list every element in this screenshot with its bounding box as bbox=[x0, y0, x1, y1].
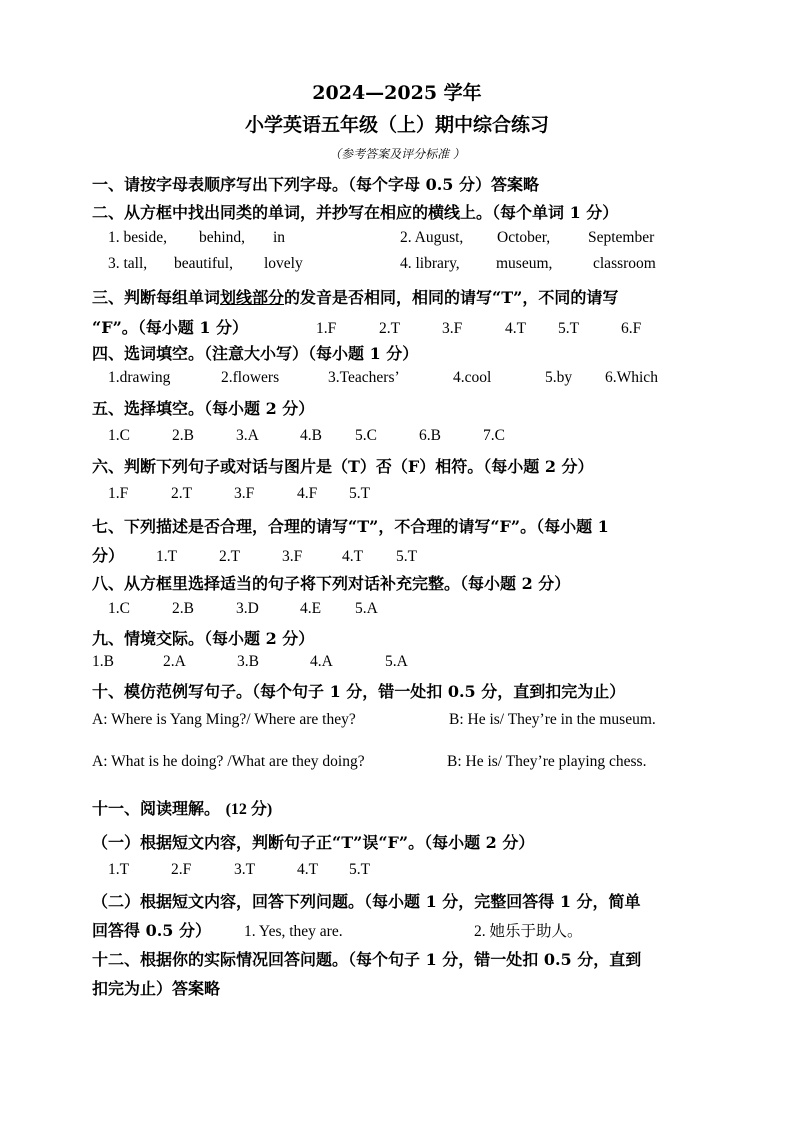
answer-word: 3. tall, bbox=[108, 255, 148, 272]
sentence-b: B: He is/ They’re playing chess. bbox=[447, 753, 647, 770]
section-11-points: (12 分) bbox=[225, 801, 273, 818]
school-year: 2024—2025 学年 bbox=[312, 82, 482, 104]
answer: 1.C bbox=[108, 427, 130, 444]
section-4-answers bbox=[108, 369, 658, 387]
section-11-heading bbox=[92, 796, 272, 819]
section-11-part-2-heading: （二）根据短文内容，回答下列问题。（每小题 1 分，完整回答得 1 分，简单 bbox=[92, 892, 641, 911]
answer: 1.drawing bbox=[108, 369, 171, 386]
section-2-row-1 bbox=[108, 229, 654, 247]
answer: 4.T bbox=[342, 548, 364, 565]
answer-word: beautiful, bbox=[174, 255, 233, 272]
answer-word: 2. August, bbox=[400, 229, 464, 246]
answer: 3.F bbox=[442, 320, 463, 337]
page-title: 小学英语五年级（上）期中综合练习 bbox=[244, 114, 549, 136]
answer: 2.T bbox=[379, 320, 401, 337]
answer: 3.B bbox=[237, 653, 259, 670]
answer: 4.cool bbox=[453, 369, 492, 386]
answer-word: museum, bbox=[496, 255, 553, 272]
answer: 6.B bbox=[419, 427, 441, 444]
answer: 1.T bbox=[156, 548, 178, 565]
section-6-heading: 六、判断下列句子或对话与图片是（T）否（F）相符。（每小题 2 分） bbox=[92, 457, 594, 476]
answer: 2.A bbox=[163, 653, 186, 670]
answer: 4.F bbox=[297, 485, 318, 502]
section-2-row-2 bbox=[108, 255, 656, 273]
section-10-line-2 bbox=[92, 753, 646, 771]
answer: 2.T bbox=[219, 548, 241, 565]
answer: 5.T bbox=[558, 320, 580, 337]
section-11-part-2-line-2 bbox=[92, 918, 583, 941]
sentence-a: A: Where is Yang Ming?/ Where are they? bbox=[92, 711, 356, 728]
answer: 3.F bbox=[234, 485, 255, 502]
answer: 2.B bbox=[172, 427, 194, 444]
answer: 4.T bbox=[505, 320, 527, 337]
section-5-heading: 五、选择填空。（每小题 2 分） bbox=[92, 399, 315, 418]
answer: 3.D bbox=[236, 600, 259, 617]
answer-word: classroom bbox=[593, 255, 656, 272]
underlined-part: 划线部分 bbox=[220, 288, 285, 307]
answer: 6.F bbox=[621, 320, 642, 337]
section-11-part-1-answers bbox=[108, 861, 370, 879]
section-8-answers bbox=[108, 600, 378, 618]
answer: 5.by bbox=[545, 369, 573, 386]
section-11-text-a: 十一、阅读理解。 bbox=[92, 799, 221, 818]
answer: 7.C bbox=[483, 427, 505, 444]
section-9-answers bbox=[92, 653, 408, 671]
section-8-heading: 八、从方框里选择适当的句子将下列对话补充完整。（每小题 2 分） bbox=[92, 574, 571, 593]
section-2-heading: 二、从方框中找出同类的单词，并抄写在相应的横线上。（每个单词 1 分） bbox=[92, 203, 619, 222]
section-6-answers bbox=[108, 485, 370, 503]
answer-word: 4. library, bbox=[400, 255, 460, 272]
answer-word: behind, bbox=[199, 229, 246, 246]
section-11-part-2-heading-cont: 回答得 0.5 分） bbox=[92, 921, 211, 940]
section-12-heading: 十二、根据你的实际情况回答问题。（每个句子 1 分，错一处扣 0.5 分，直到 bbox=[92, 950, 642, 969]
section-7-heading: 七、下列描述是否合理，合理的请写“T”，不合理的请写“F”。（每小题 1 bbox=[92, 517, 609, 536]
answer-word: October, bbox=[497, 229, 551, 246]
section-9-heading: 九、情境交际。（每小题 2 分） bbox=[92, 629, 315, 648]
answer: 1.F bbox=[316, 320, 337, 337]
section-7-heading-cont: 分） bbox=[92, 546, 125, 565]
answer-word: September bbox=[588, 229, 655, 246]
answer-word: 1. beside, bbox=[108, 229, 167, 246]
section-11-part-1-heading: （一）根据短文内容，判断句子正“T”误“F”。（每小题 2 分） bbox=[92, 833, 535, 852]
answer: 2.T bbox=[171, 485, 193, 502]
sentence-b: B: He is/ They’re in the museum. bbox=[449, 711, 656, 728]
section-10-heading: 十、模仿范例写句子。（每个句子 1 分，错一处扣 0.5 分，直到扣完为止） bbox=[92, 682, 626, 701]
section-3-heading bbox=[92, 285, 618, 308]
answer: 2.flowers bbox=[221, 369, 280, 386]
answer: 3.A bbox=[236, 427, 259, 444]
answer: 5.T bbox=[349, 861, 371, 878]
answer: 3.T bbox=[234, 861, 256, 878]
answer: 6.Which bbox=[605, 369, 658, 386]
answer: 4.T bbox=[297, 861, 319, 878]
section-5-answers bbox=[108, 427, 505, 445]
answer-word: lovely bbox=[264, 255, 303, 272]
section-4-heading: 四、选词填空。（注意大小写）（每小题 1 分） bbox=[92, 344, 419, 363]
section-1-heading: 一、请按字母表顺序写出下列字母。（每个字母 0.5 分）答案略 bbox=[92, 175, 539, 194]
answer: 5.C bbox=[355, 427, 377, 444]
answer: 1.B bbox=[92, 653, 114, 670]
answer: 3.F bbox=[282, 548, 303, 565]
answer: 2. 她乐于助人。 bbox=[474, 923, 583, 940]
answer-word: in bbox=[273, 229, 286, 246]
section-7-line-2 bbox=[92, 543, 417, 566]
answer: 5.T bbox=[349, 485, 371, 502]
answer: 2.F bbox=[171, 861, 192, 878]
answer: 3.Teachers’ bbox=[328, 369, 400, 386]
answer: 4.B bbox=[300, 427, 322, 444]
answer: 4.E bbox=[300, 600, 322, 617]
section-3-text-a: 三、判断每组单词 bbox=[92, 288, 221, 307]
answer: 4.A bbox=[310, 653, 333, 670]
section-12-heading-cont: 扣完为止）答案略 bbox=[92, 979, 221, 998]
section-3-heading-cont: “F”。（每小题 1 分） bbox=[92, 318, 249, 337]
section-10-line-1 bbox=[92, 711, 656, 729]
section-3-text-b: 的发音是否相同，相同的请写“T”，不同的请写 bbox=[284, 288, 619, 307]
answer: 5.A bbox=[355, 600, 378, 617]
answer: 1.F bbox=[108, 485, 129, 502]
answer: 1.C bbox=[108, 600, 130, 617]
section-3-line-2 bbox=[92, 315, 641, 338]
answer: 2.B bbox=[172, 600, 194, 617]
answer: 5.A bbox=[385, 653, 408, 670]
answer: 1.T bbox=[108, 861, 130, 878]
answer: 5.T bbox=[396, 548, 418, 565]
answer: 1. Yes, they are. bbox=[244, 923, 343, 940]
page-subtitle: （参考答案及评分标准 ） bbox=[329, 147, 465, 161]
sentence-a: A: What is he doing? /What are they doing? bbox=[92, 753, 365, 770]
